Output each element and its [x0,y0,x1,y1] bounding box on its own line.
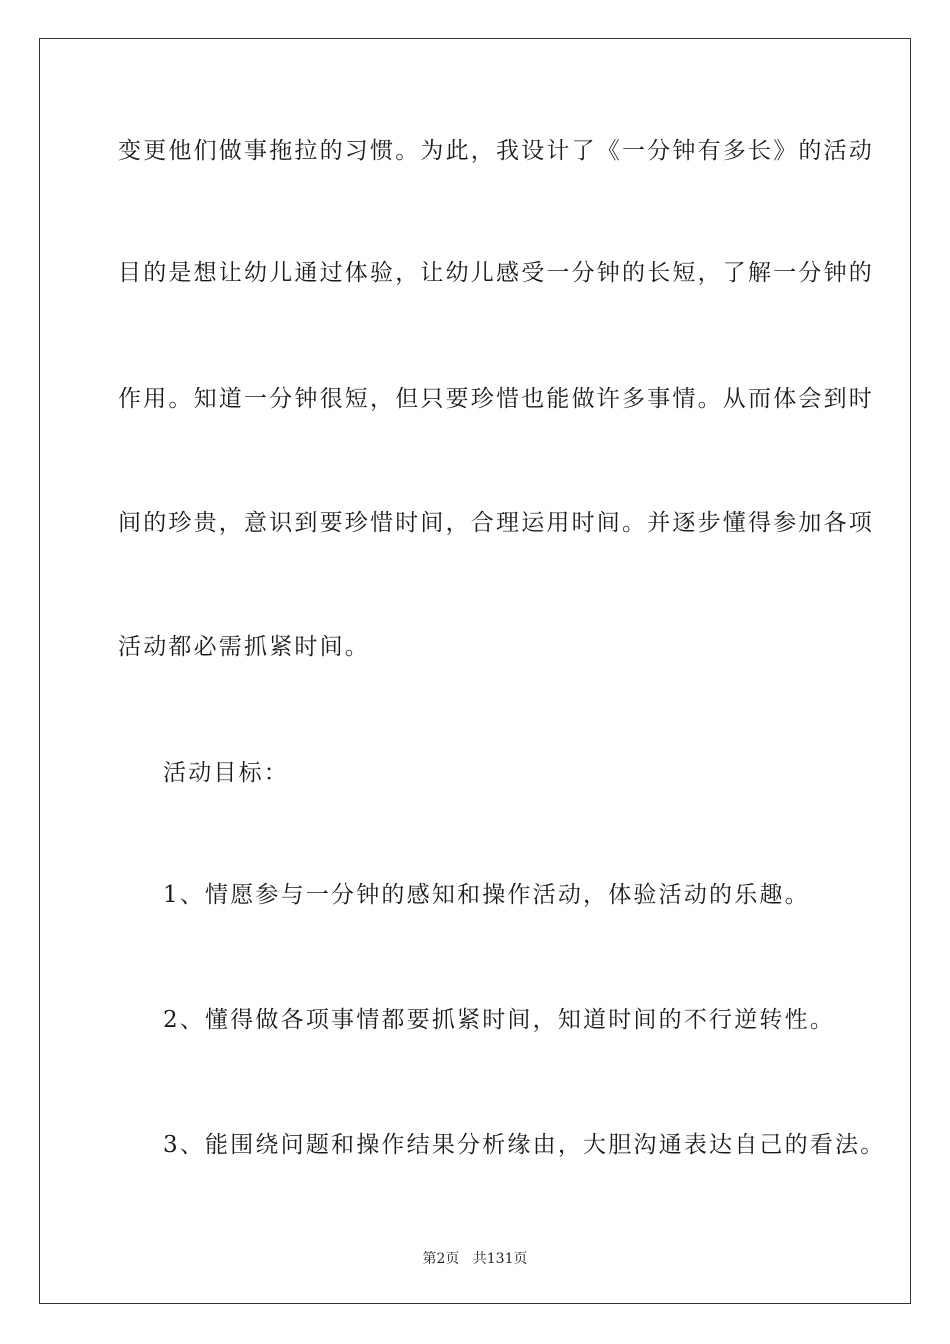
goal-item-3: 3、能围绕问题和操作结果分析缘由，大胆沟通表达自己的看法。 [163,1132,886,1158]
goal-item-1: 1、情愿参与一分钟的感知和操作活动，体验活动的乐趣。 [163,882,810,908]
section-heading: 活动目标： [163,760,289,786]
total-pages: 共131页 [472,1251,528,1267]
paragraph-line-2: 目的是想让幼儿通过体验，让幼儿感受一分钟的长短，了解一分钟的 [118,260,874,286]
page-footer [0,1248,950,1268]
paragraph-line-5: 活动都必需抓紧时间。 [118,634,370,660]
paragraph-line-1: 变更他们做事拖拉的习惯。为此，我设计了《一分钟有多长》的活动 [118,138,874,164]
paragraph-line-4: 间的珍贵，意识到要珍惜时间，合理运用时间。并逐步懂得参加各项 [118,510,874,536]
paragraph-line-3: 作用。知道一分钟很短，但只要珍惜也能做许多事情。从而体会到时 [118,386,874,412]
page-number: 第2页 [422,1251,460,1267]
page-border [39,38,911,1304]
goal-item-2: 2、懂得做各项事情都要抓紧时间，知道时间的不行逆转性。 [163,1007,836,1033]
